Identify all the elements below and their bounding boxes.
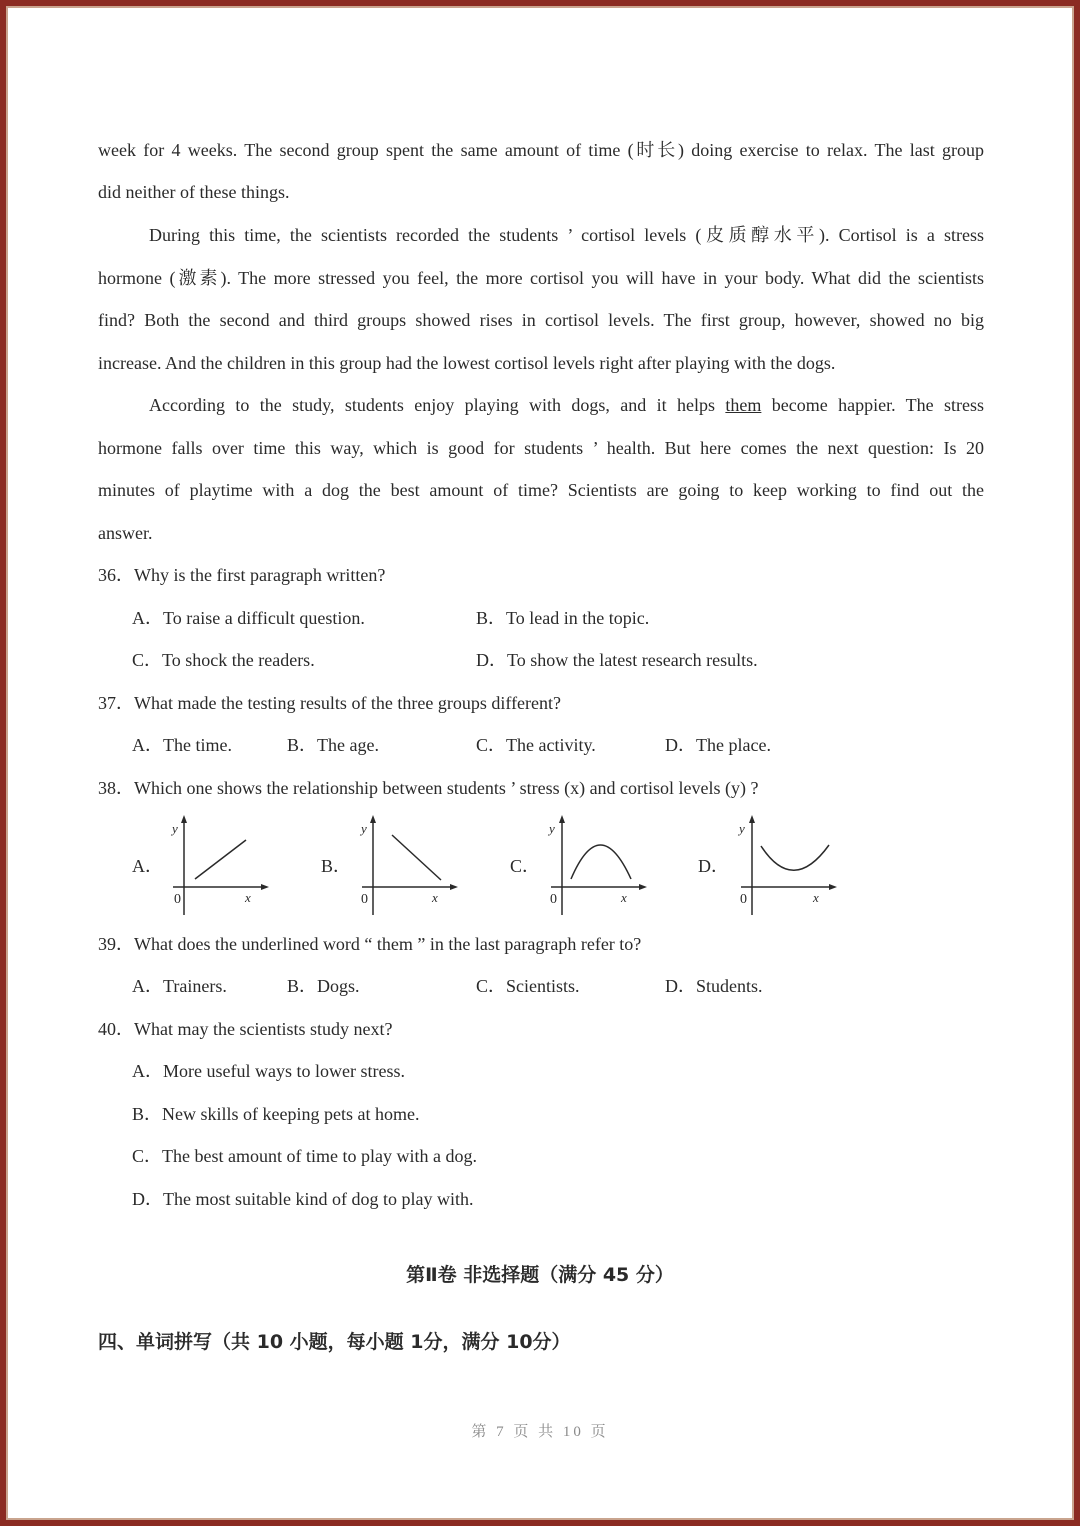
passage-text: According to the study, students enjoy playing with dogs, and it helps	[149, 395, 715, 415]
q39-option-c[interactable]: C．Scientists.	[476, 976, 580, 996]
question-39-stem: 39．What does the underlined word “ them ” in the last paragraph refer to?	[98, 934, 642, 954]
q38-option-b[interactable]: B．	[321, 856, 352, 876]
question-40-stem: 40．What may the scientists study next?	[98, 1019, 393, 1039]
q39-option-b[interactable]: B．Dogs.	[287, 976, 360, 996]
q40-option-a[interactable]: A．More useful ways to lower stress.	[132, 1061, 405, 1081]
axis-y-label: y	[549, 821, 555, 836]
origin-label: 0	[550, 892, 557, 907]
q36-option-b[interactable]: B．To lead in the topic.	[476, 608, 650, 628]
axis-x-label: x	[432, 890, 438, 905]
question-36-stem: 36．Why is the first paragraph written?	[98, 565, 386, 585]
q40-option-d[interactable]: D．The most suitable kind of dog to play with.	[132, 1189, 474, 1209]
graph-a-linear-increasing[interactable]	[165, 815, 275, 920]
passage-line: week for 4 weeks. The second group spent the same amount of time (时长) doing exercise to relax. The last group	[98, 140, 984, 160]
q38-option-d[interactable]: D．	[698, 856, 729, 876]
q36-option-d[interactable]: D．To show the latest research results.	[476, 650, 758, 670]
q39-option-a[interactable]: A．Trainers.	[132, 976, 227, 996]
passage-line: did neither of these things.	[98, 182, 290, 202]
graph-d-u-shape[interactable]	[733, 815, 843, 920]
q36-option-a[interactable]: A．To raise a difficult question.	[132, 608, 365, 628]
passage-line: minutes of playtime with a dog the best amount of time? Scientists are going to keep working to find out the	[98, 480, 984, 500]
underlined-word: them	[725, 395, 762, 415]
axis-y-label: y	[172, 821, 178, 836]
q37-option-b[interactable]: B．The age.	[287, 735, 379, 755]
axis-y-label: y	[361, 821, 367, 836]
axis-x-label: x	[813, 890, 819, 905]
q40-option-c[interactable]: C．The best amount of time to play with a dog.	[132, 1146, 477, 1166]
passage-line	[149, 393, 984, 417]
q38-option-a[interactable]: A．	[132, 856, 163, 876]
passage-text: become happier. The stress	[771, 395, 985, 415]
page-footer: 第 7 页 共 10 页	[471, 1424, 609, 1440]
q37-option-c[interactable]: C．The activity.	[476, 735, 596, 755]
q38-option-c[interactable]: C．	[510, 856, 541, 876]
axis-x-label: x	[245, 890, 251, 905]
passage-line: During this time, the scientists recorded the students ’ cortisol levels (皮质醇水平). Cortisol is a stress	[149, 225, 984, 245]
section-subtitle: 四、单词拼写（共 10 小题，每小题 1分，满分 10分）	[98, 1331, 571, 1353]
origin-label: 0	[361, 892, 368, 907]
question-37-stem: 37．What made the testing results of the three groups different?	[98, 693, 562, 713]
passage-line: answer.	[98, 523, 153, 543]
q37-option-d[interactable]: D．The place.	[665, 735, 771, 755]
axis-x-label: x	[621, 890, 627, 905]
graph-b-linear-decreasing[interactable]	[354, 815, 464, 920]
origin-label: 0	[740, 892, 747, 907]
graph-c-inverted-u[interactable]	[543, 815, 653, 920]
passage-line: find? Both the second and third groups showed rises in cortisol levels. The first group, however, showed no big	[98, 310, 984, 330]
q40-option-b[interactable]: B．New skills of keeping pets at home.	[132, 1104, 420, 1124]
q36-option-c[interactable]: C．To shock the readers.	[132, 650, 315, 670]
axis-y-label: y	[739, 821, 745, 836]
passage-line: hormone falls over time this way, which is good for students ’ health. But here comes the next question: Is 20	[98, 438, 984, 458]
passage-line: hormone (激素). The more stressed you feel, the more cortisol you will have in your body. What did the scientists	[98, 268, 984, 288]
passage-line: increase. And the children in this group had the lowest cortisol levels right after playing with the dogs.	[98, 353, 836, 373]
question-38-stem: 38．Which one shows the relationship between students ’ stress (x) and cortisol levels (y) ?	[98, 778, 759, 798]
q39-option-d[interactable]: D．Students.	[665, 976, 763, 996]
origin-label: 0	[174, 892, 181, 907]
q37-option-a[interactable]: A．The time.	[132, 735, 232, 755]
section-title: 第Ⅱ卷 非选择题（满分 45 分）	[406, 1264, 674, 1286]
